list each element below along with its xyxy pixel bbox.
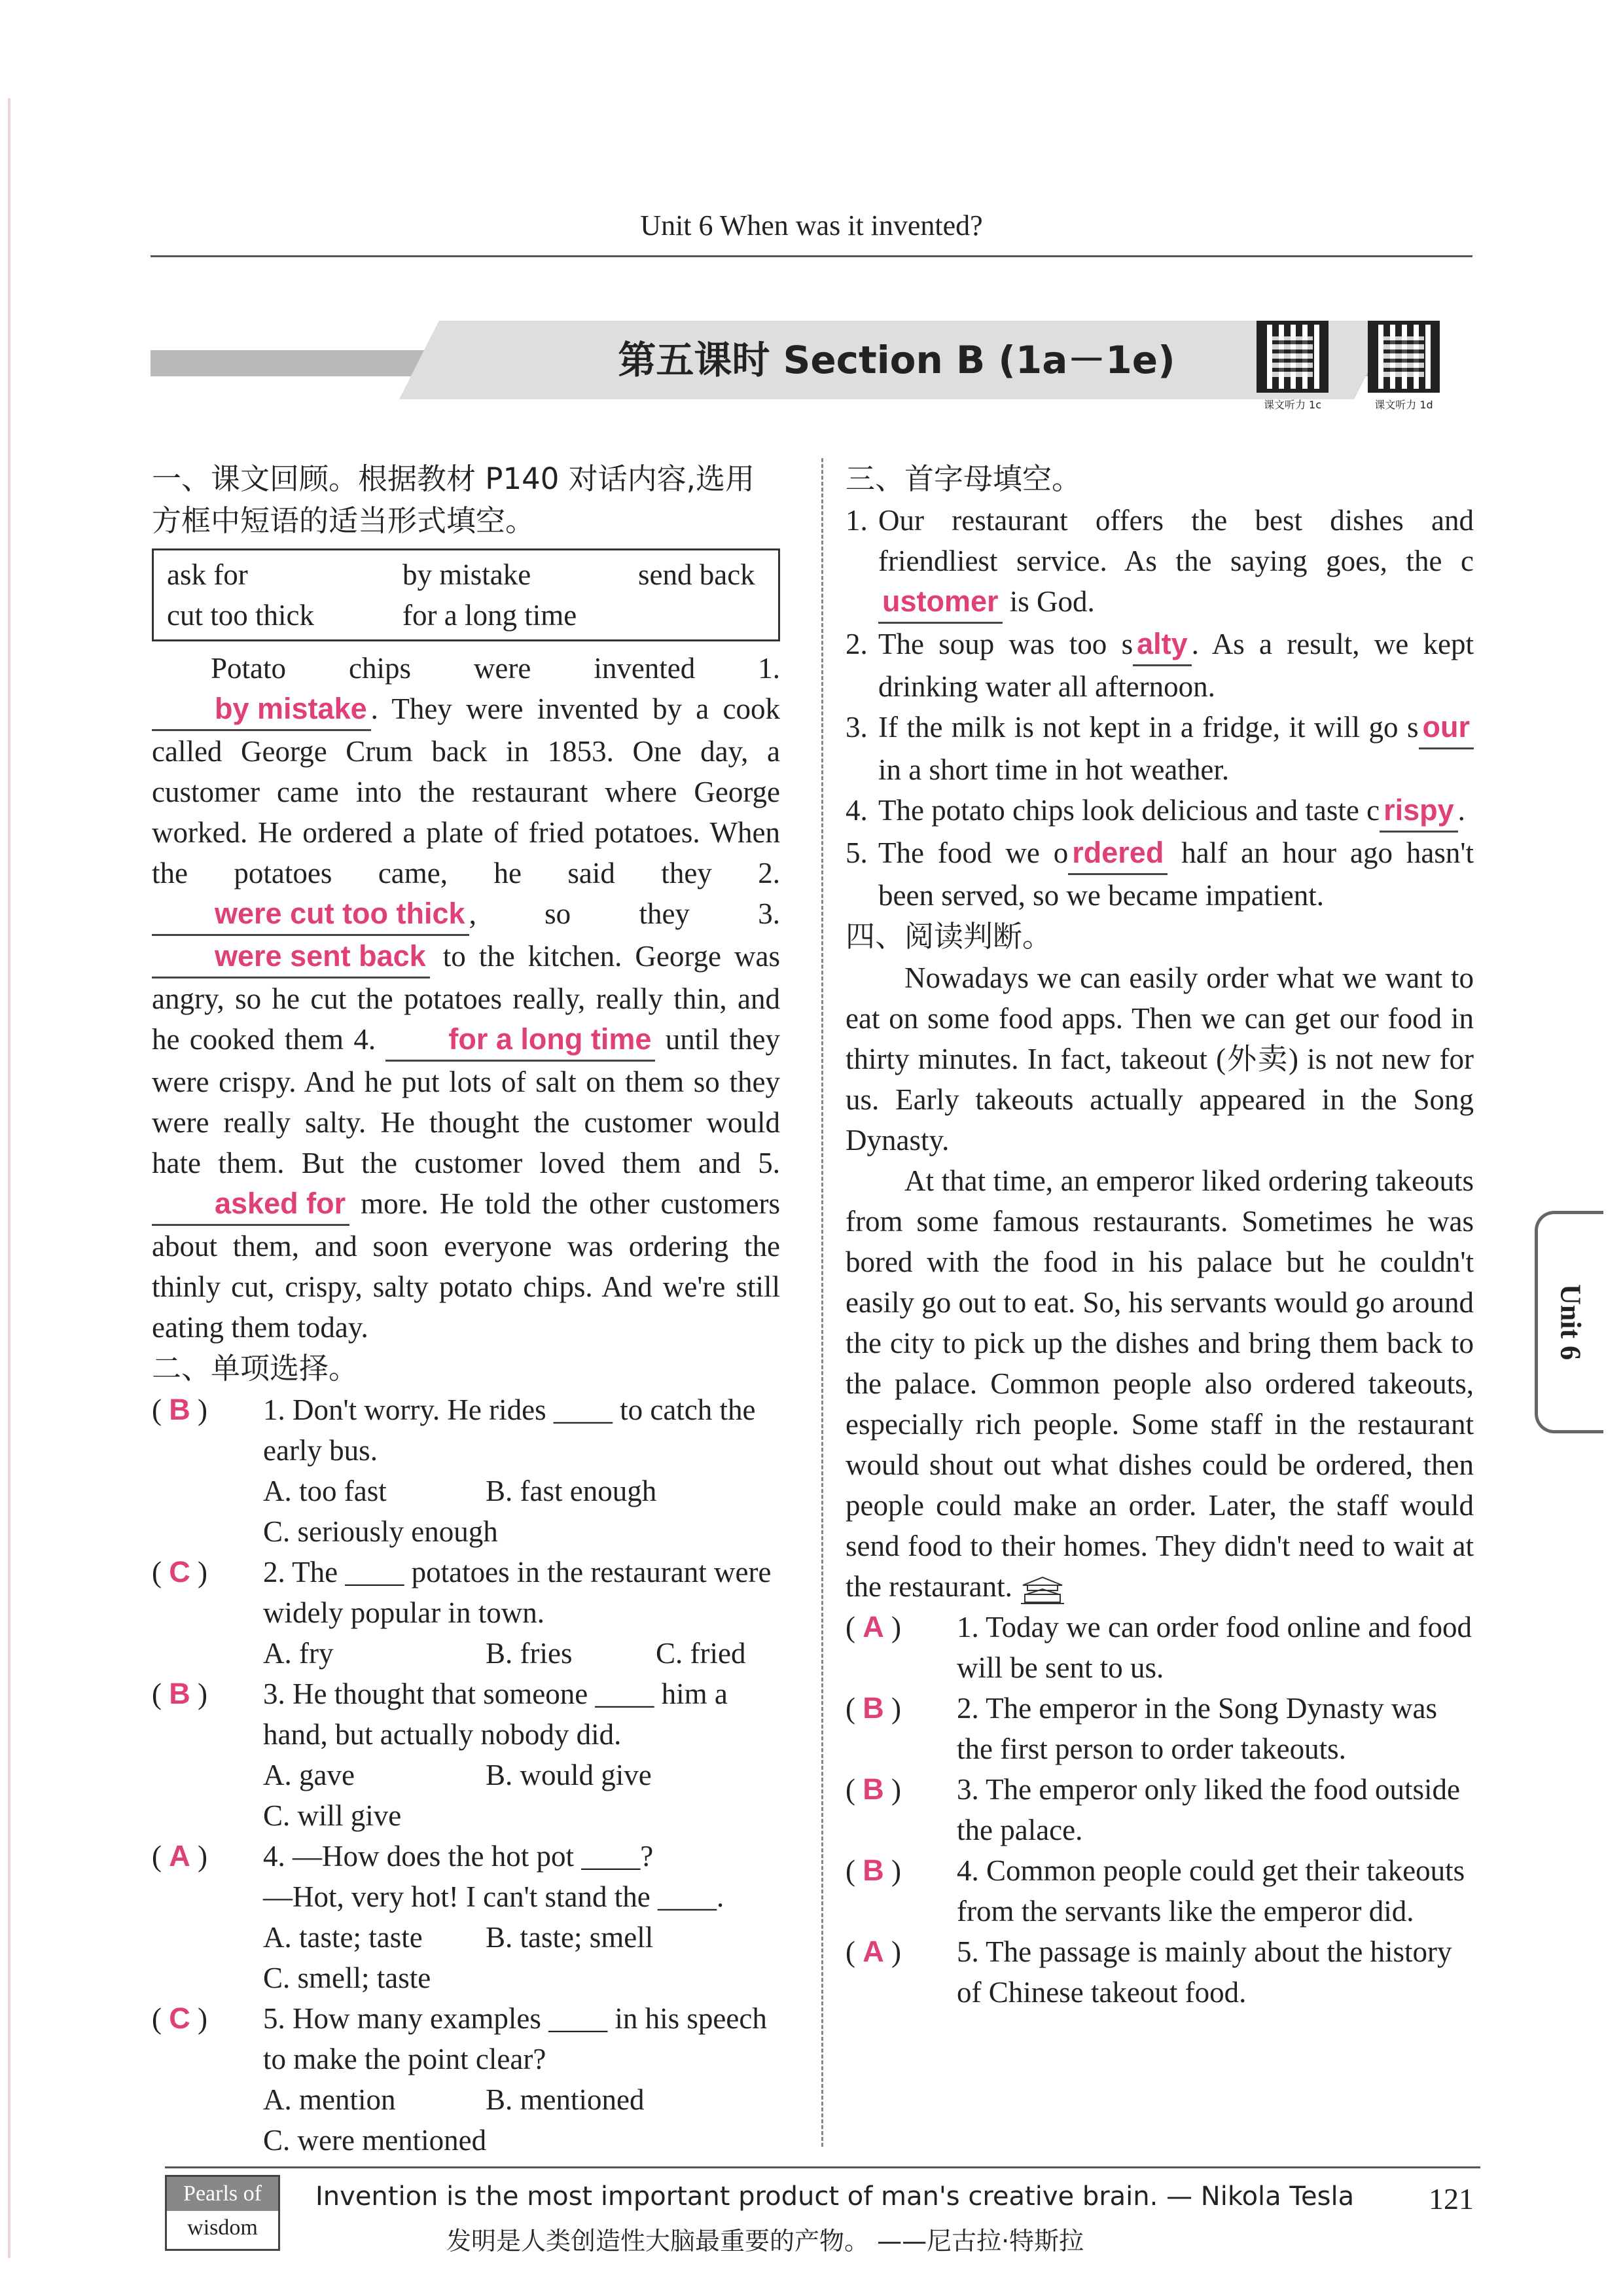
phrase: send back (638, 558, 755, 591)
passage-text: Potato chips were invented 1. (211, 652, 780, 685)
question-text: If the milk is not kept in a fridge, it will go s (878, 711, 1419, 744)
question-text: is God. (1009, 585, 1095, 618)
qr-label-1c: 课文听力 1c (1263, 399, 1322, 411)
quote-chinese: 发明是人类创造性大脑最重要的产物。 ——尼古拉·特斯拉 (446, 2227, 1084, 2255)
mc-answer: C (169, 2001, 190, 2035)
answer-blank-3: were sent back (152, 936, 430, 978)
mc-question-4: ( A ) 4. —How does the hot pot ____? —Hot, very hot! I can't stand the ____. (152, 1839, 724, 1913)
answer-blank-4: for a long time (385, 1019, 655, 1062)
question-text: The soup was too s (878, 628, 1133, 660)
question-text: The potato chips look delicious and taste c (878, 794, 1380, 827)
running-header: Unit 6 When was it invented? (151, 196, 1472, 257)
section4-heading: 四、阅读判断。 (846, 919, 1052, 954)
answer-blank: alty (1133, 624, 1192, 666)
reading-paragraph-1: Nowadays we can easily order what we want to eat on some food apps. Then we can get our food in thirty minutes. In fact, takeout (外卖) is not new for us. Early takeouts actually appeared in the Song Dynasty. (846, 961, 1474, 1157)
phrase: by mistake (402, 558, 531, 591)
question-text: . (1457, 794, 1465, 827)
phrase: cut too thick (167, 599, 314, 632)
question-text: . As a result, we kept drinking water all afternoon. (878, 628, 1474, 703)
qr-code-1c[interactable] (1257, 321, 1329, 393)
pearls-of-wisdom-badge (165, 2175, 280, 2251)
mc-answer: B (169, 1677, 190, 1710)
passage-text: to the kitchen. George was angry, so he cut the potatoes really, really thin, and he cooked them 4. (152, 940, 781, 1056)
option-b: B. fries (486, 1637, 573, 1670)
option-c: C. seriously enough (263, 1515, 498, 1548)
fill-question-1: 1. Our restaurant offers the best dishes and friendliest service. As the saying goes, the customer is God. (846, 500, 1474, 624)
option-b: B. taste; smell (486, 1921, 654, 1954)
question-text: 3. The emperor only liked the food outside the palace. (957, 1773, 1460, 1846)
section3-heading: 三、首字母填空。 (846, 461, 1082, 496)
column-divider (821, 458, 823, 2147)
unit-side-tab (1535, 1211, 1603, 1433)
option-b: B. mentioned (486, 2083, 645, 2116)
left-column (152, 458, 780, 2161)
tf-question-5: ( A ) 5. The passage is mainly about the history of Chinese takeout food. (846, 1935, 1452, 2009)
lesson-banner (151, 314, 1466, 411)
mc-question-2: ( C ) 2. The ____ potatoes in the restaurant were widely popular in town. (152, 1555, 772, 1629)
question-text: 2. The emperor in the Song Dynasty was the first person to order takeouts. (957, 1692, 1438, 1765)
palace-icon (1020, 1575, 1065, 1605)
mc-question-1: ( B ) 1. Don't worry. He rides ____ to catch the early bus. (152, 1393, 756, 1467)
option-c: C. were mentioned (263, 2124, 487, 2157)
answer-blank-2: were cut too thick (152, 893, 469, 936)
option-c: C. will give (263, 1799, 402, 1832)
page-number: 121 (1429, 2182, 1474, 2215)
question-stem: 3. He thought that someone ____ him a hand, but actually nobody did. (263, 1677, 728, 1751)
question-text: Our restaurant offers the best dishes and friendliest service. As the saying goes, the c (878, 504, 1474, 577)
fill-question-3: 3. If the milk is not kept in a fridge, it will go s our in a short time in hot weather. (846, 707, 1474, 790)
tf-question-2: ( B ) 2. The emperor in the Song Dynasty was the first person to order takeouts. (846, 1691, 1438, 1765)
mc-options (152, 1755, 780, 1836)
mc-answer: C (169, 1555, 190, 1588)
unit-side-label: Unit 6 (1554, 1283, 1587, 1361)
question-text: 1. Today we can order food online and food will be sent to us. (957, 1611, 1472, 1684)
mc-question-3: ( B ) 3. He thought that someone ____ him a hand, but actually nobody did. (152, 1677, 728, 1751)
option-a: A. gave (263, 1759, 355, 1791)
page-edge (8, 98, 10, 2258)
badge-bottom: wisdom (187, 2215, 258, 2240)
passage-text: . They were invented by a cook called George Crum back in 1853. One day, a customer came into the restaurant where George worked. He ordered a plate of fried potatoes. When the potatoes came, he said they 2. (152, 692, 780, 889)
question-text: The food we o (878, 836, 1069, 869)
quote-english: Invention is the most important product of man's creative brain. — Nikola Tesla (315, 2181, 1355, 2212)
mc-question-5: ( C ) 5. How many examples ____ in his speech to make the point clear? (152, 2001, 767, 2075)
mc-options (152, 1917, 780, 1998)
passage-text: until they were crispy. And he put lots of salt on them so they were really salty. He thought the customer would hate them. But the customer loved them and 5. (152, 1023, 781, 1179)
qr-label-1d: 课文听力 1d (1374, 399, 1433, 411)
page-footer (165, 2166, 1480, 2255)
question-stem: 5. How many examples ____ in his speech to make the point clear? (263, 2002, 767, 2075)
question-stem: 4. —How does the hot pot ____? (263, 1840, 654, 1873)
fill-question-5: 5. The food we o rdered half an hour ago hasn't been served, so we became impatient. (846, 833, 1474, 916)
option-b: B. fast enough (486, 1475, 657, 1507)
answer-blank: our (1419, 707, 1474, 749)
tf-answer: A (863, 1610, 884, 1643)
option-b: B. would give (486, 1759, 652, 1791)
question-stem: —Hot, very hot! I can't stand the ____. (263, 1880, 724, 1913)
tf-question-3: ( B ) 3. The emperor only liked the food outside the palace. (846, 1772, 1460, 1846)
reading-text: At that time, an emperor liked ordering takeouts from some famous restaurants. Sometimes he was bored with the food in his palace but he couldn't easily go out to eat. So, his servants would go around the city to pick up the dishes and bring them back to the palace. Common people also ordered takeouts, especially rich people. Some staff in the restaurant would shout out what dishes could be ordered, then people could make an order. Later, the staff would send food to their homes. They didn't need to wait at the restaurant. (846, 1164, 1474, 1603)
tf-question-4: ( B ) 4. Common people could get their takeouts from the servants like the emperor did. (846, 1854, 1465, 1928)
question-text: 5. The passage is mainly about the history of Chinese takeout food. (957, 1935, 1452, 2009)
mc-options (152, 1633, 780, 1674)
lesson-title: 第五课时 Section B (1a－1e) (618, 338, 1175, 382)
mc-options (152, 2079, 780, 2161)
tf-answer: B (863, 1772, 884, 1806)
option-a: A. too fast (263, 1475, 387, 1507)
fill-question-4: 4. The potato chips look delicious and taste c rispy . (846, 790, 1474, 833)
mc-answer: B (169, 1393, 190, 1426)
answer-blank-1: by mistake (152, 689, 371, 731)
tf-answer: A (863, 1935, 884, 1968)
question-stem: 1. Don't worry. He rides ____ to catch the early bus. (263, 1393, 756, 1467)
reading-paragraph-2 (846, 1160, 1474, 1607)
right-column (846, 458, 1474, 2013)
qr-code-1d[interactable] (1368, 321, 1440, 393)
question-stem: 2. The ____ potatoes in the restaurant were widely popular in town. (263, 1556, 772, 1629)
phrase-box (152, 548, 780, 641)
option-c: C. smell; taste (263, 1962, 431, 1994)
tf-question-1: ( A ) 1. Today we can order food online and food will be sent to us. (846, 1610, 1472, 1684)
option-a: A. taste; taste (263, 1921, 423, 1954)
question-text: half an hour ago hasn't been served, so we became impatient. (878, 836, 1474, 912)
answer-blank: ustomer (878, 581, 1003, 624)
answer-blank-5: asked for (152, 1183, 349, 1226)
tf-answer: B (863, 1854, 884, 1887)
option-a: A. fry (263, 1637, 334, 1670)
passage-text: more. He told the other customers about them, and soon everyone was ordering the thinly cut, crispy, salty potato chips. And we're still eating them today. (152, 1187, 780, 1344)
option-a: A. mention (263, 2083, 396, 2116)
answer-blank: rispy (1380, 790, 1458, 833)
section1-heading: 一、课文回顾。根据教材 P140 对话内容,选用方框中短语的适当形式填空。 (152, 461, 755, 538)
passage-text: , so they 3. (469, 897, 780, 930)
phrase: ask for (167, 558, 248, 591)
mc-options (152, 1471, 780, 1552)
tf-answer: B (863, 1691, 884, 1725)
cloze-passage (152, 648, 780, 1348)
phrase: for a long time (402, 599, 577, 632)
section2-heading: 二、单项选择。 (152, 1351, 359, 1386)
question-text: in a short time in hot weather. (878, 753, 1230, 786)
badge-top: Pearls of (167, 2177, 278, 2211)
fill-question-2: 2. The soup was too s alty . As a result, we kept drinking water all afternoon. (846, 624, 1474, 707)
mc-answer: A (169, 1839, 190, 1873)
question-text: 4. Common people could get their takeouts from the servants like the emperor did. (957, 1854, 1465, 1928)
option-c: C. fried (656, 1637, 746, 1670)
answer-blank: rdered (1068, 833, 1168, 875)
